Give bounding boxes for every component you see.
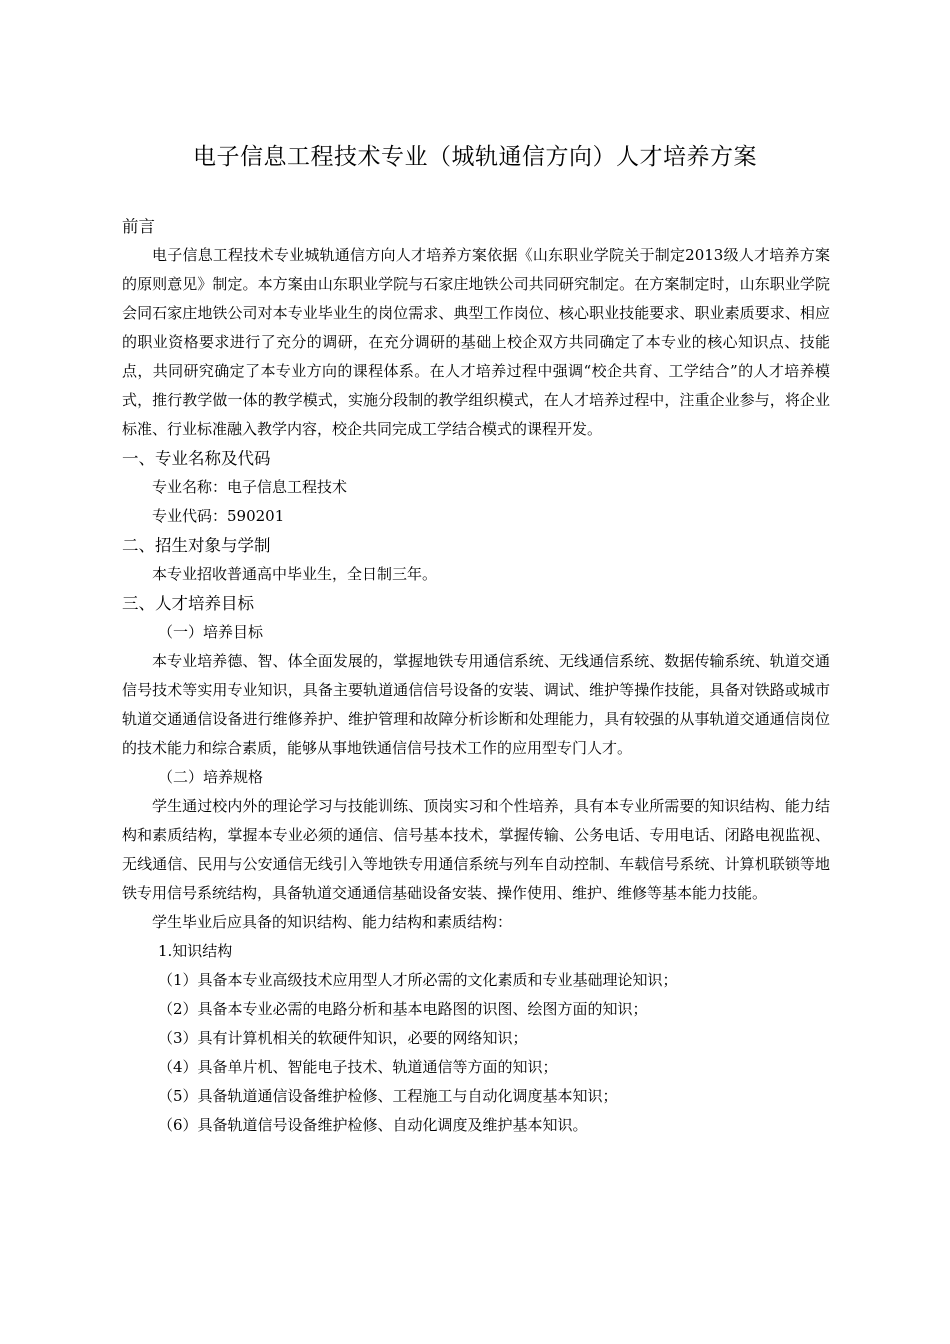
major-name-line: 专业名称：电子信息工程技术 [152,478,348,496]
training-spec-paragraph: 学生通过校内外的理论学习与技能训练、顶岗实习和个性培养，具有本专业所需要的知识结构、能力结构和素质结构，掌握本专业必须的通信、信号基本技术，掌握传输、公务电话、专用电话、闭路电视监视、无线通信、民用与公安通信无线引入等地铁专用通信系统与列车自动控制、车载信号系统、计算机联锁等地铁专用信号系统结构，具备轨道交通通信基础设备安装、操作使用、维护、维修等基本能力技能。 [122,797,830,902]
section1-heading: 一、专业名称及代码 [122,449,271,468]
knowledge-item: （5）具备轨道通信设备维护检修、工程施工与自动化调度基本知识； [158,1087,618,1105]
section3-heading: 三、人才培养目标 [122,594,254,613]
training-goal-paragraph: 本专业培养德、智、体全面发展的，掌握地铁专用通信系统、无线通信系统、数据传输系统、轨道交通信号技术等实用专业知识，具备主要轨道通信信号设备的安装、调试、维护等操作技能，具备对铁路或城市轨道交通通信设备进行维修养护、维护管理和故障分析诊断和处理能力，具有较强的从事轨道交通通信岗位的技术能力和综合素质，能够从事地铁通信信号技术工作的应用型专门人才。 [122,652,830,757]
knowledge-item: （2）具备本专业必需的电路分析和基本电路图的识图、绘图方面的知识； [158,1000,648,1018]
preface-heading: 前言 [122,217,155,236]
page-title: 电子信息工程技术专业（城轨通信方向）人才培养方案 [193,144,757,170]
knowledge-item: （4）具备单片机、智能电子技术、轨道通信等方面的知识； [158,1058,558,1076]
knowledge-item: （1）具备本专业高级技术应用型人才所必需的文化素质和专业基础理论知识； [158,971,678,989]
knowledge-structure-heading: 1.知识结构 [158,942,233,960]
knowledge-item: （6）具备轨道信号设备维护检修、自动化调度及维护基本知识。 [158,1116,588,1134]
section2-heading: 二、招生对象与学制 [122,536,271,555]
training-spec-heading: （二）培养规格 [158,768,264,786]
document-body [122,210,830,1140]
knowledge-item: （3）具有计算机相关的软硬件知识，必要的网络知识； [158,1029,528,1047]
preface-paragraph: 电子信息工程技术专业城轨通信方向人才培养方案依据《山东职业学院关于制定2013级人才培养方案的原则意见》制定。本方案由山东职业学院与石家庄地铁公司共同研究制定。在方案制定时，山东职业学院会同石家庄地铁公司对本专业毕业生的岗位需求、典型工作岗位、核心职业技能要求、职业素质要求、相应的职业资格要求进行了充分的调研，在充分调研的基础上校企双方共同确定了本专业的核心知识点、技能点，共同研究确定了本专业方向的课程体系。在人才培养过程中强调“校企共育、工学结合”的人才培养模式，推行教学做一体的教学模式，实施分段制的教学组织模式，在人才培养过程中，注重企业参与，将企业标准、行业标准融入教学内容，校企共同完成工学结合模式的课程开发。 [122,246,830,438]
major-code-line: 专业代码：590201 [152,507,285,525]
graduate-structure-intro: 学生毕业后应具备的知识结构、能力结构和素质结构： [152,913,513,931]
training-goal-heading: （一）培养目标 [158,623,264,641]
enrollment-paragraph: 本专业招收普通高中毕业生，全日制三年。 [152,565,438,583]
